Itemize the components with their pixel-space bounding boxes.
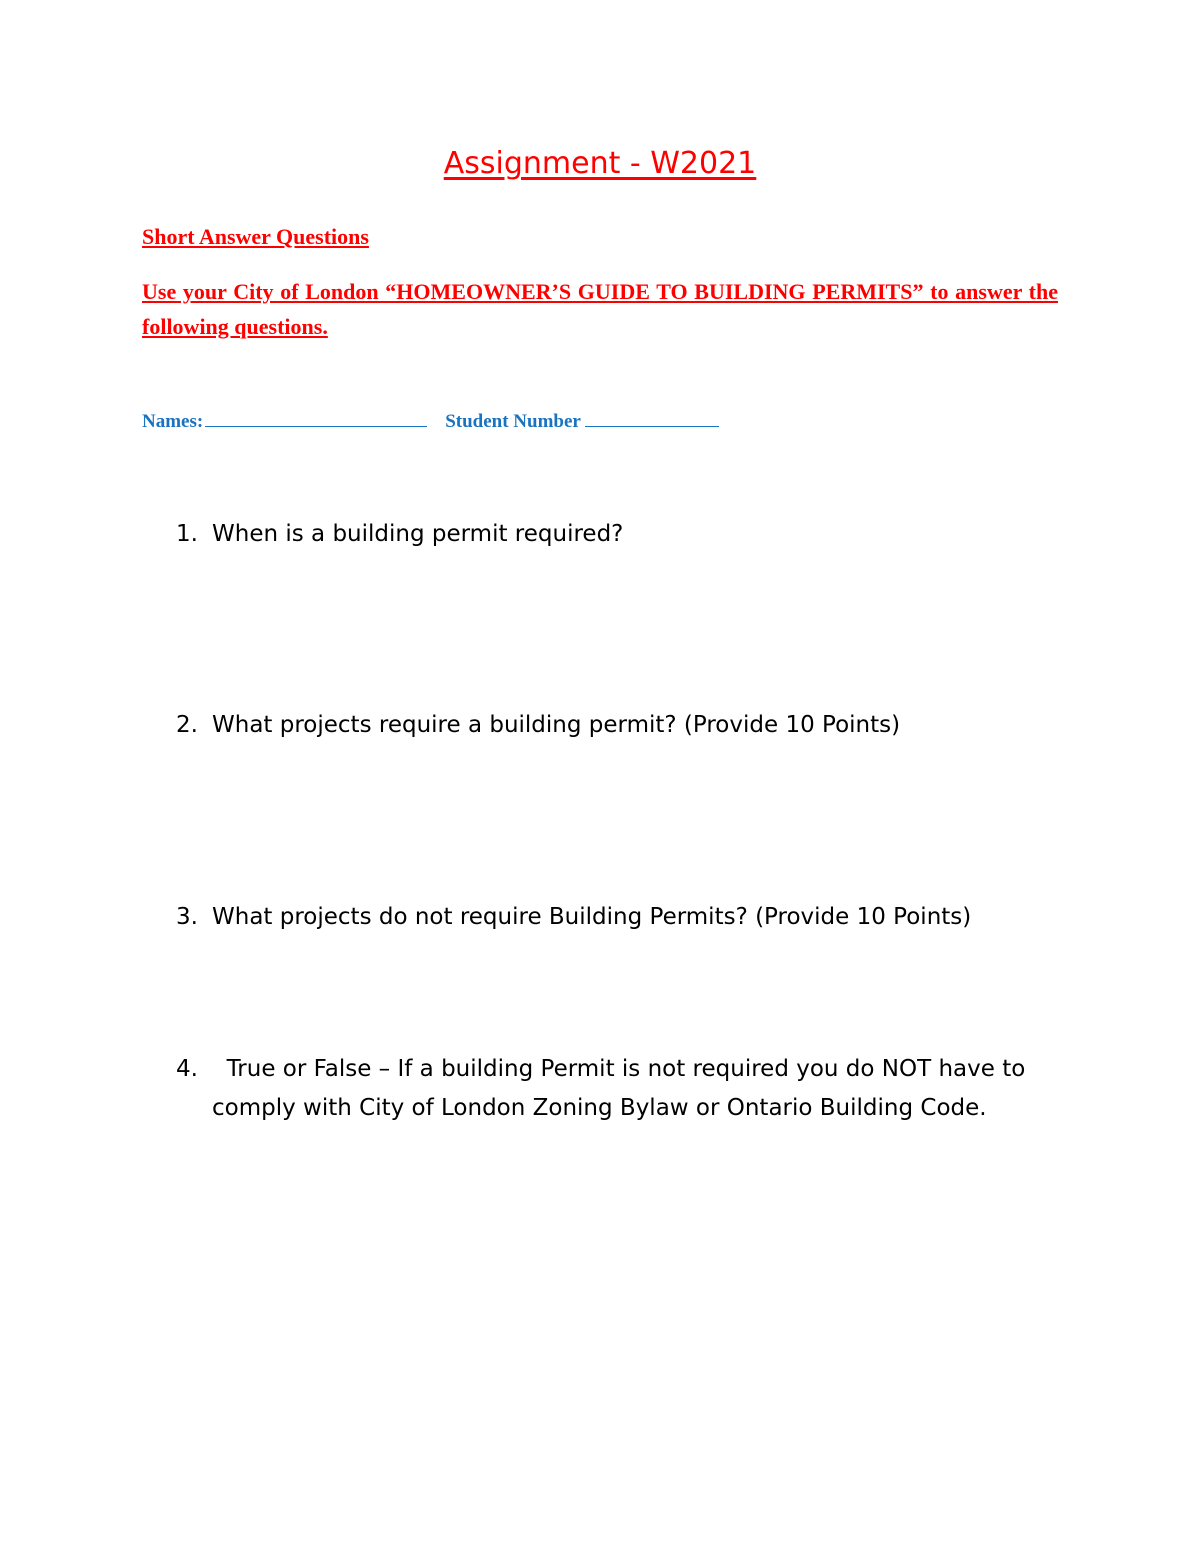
question-number: 1. [176,521,198,547]
names-label: Names: [142,411,204,432]
question-item [176,1050,1036,1128]
question-number: 3. [176,904,198,930]
question-item [176,706,1076,745]
student-number-blank-line [585,406,719,427]
question-text: When is a building permit required? [212,521,624,547]
section-subheading: Short Answer Questions [142,224,369,249]
question-item [176,898,1076,937]
question-text: What projects require a building permit? (Provide 10 Points) [212,712,901,738]
page-title: Assignment - W2021 [443,146,757,181]
question-number: 2. [176,712,198,738]
question-text: What projects do not require Building Permits? (Provide 10 Points) [212,904,972,930]
names-blank-line [205,406,427,427]
question-text: True or False – If a building Permit is not required you do NOT have to comply with City of London Zoning Bylaw or Ontario Building Code. [212,1056,1033,1121]
student-info-row [142,406,719,433]
instructions-text: Use your City of London “HOMEOWNER’S GUIDE TO BUILDING PERMITS” to answer the following questions. [142,279,1058,339]
student-number-label: Student Number [445,411,581,432]
question-item [176,515,1076,554]
question-number: 4. [176,1056,198,1082]
